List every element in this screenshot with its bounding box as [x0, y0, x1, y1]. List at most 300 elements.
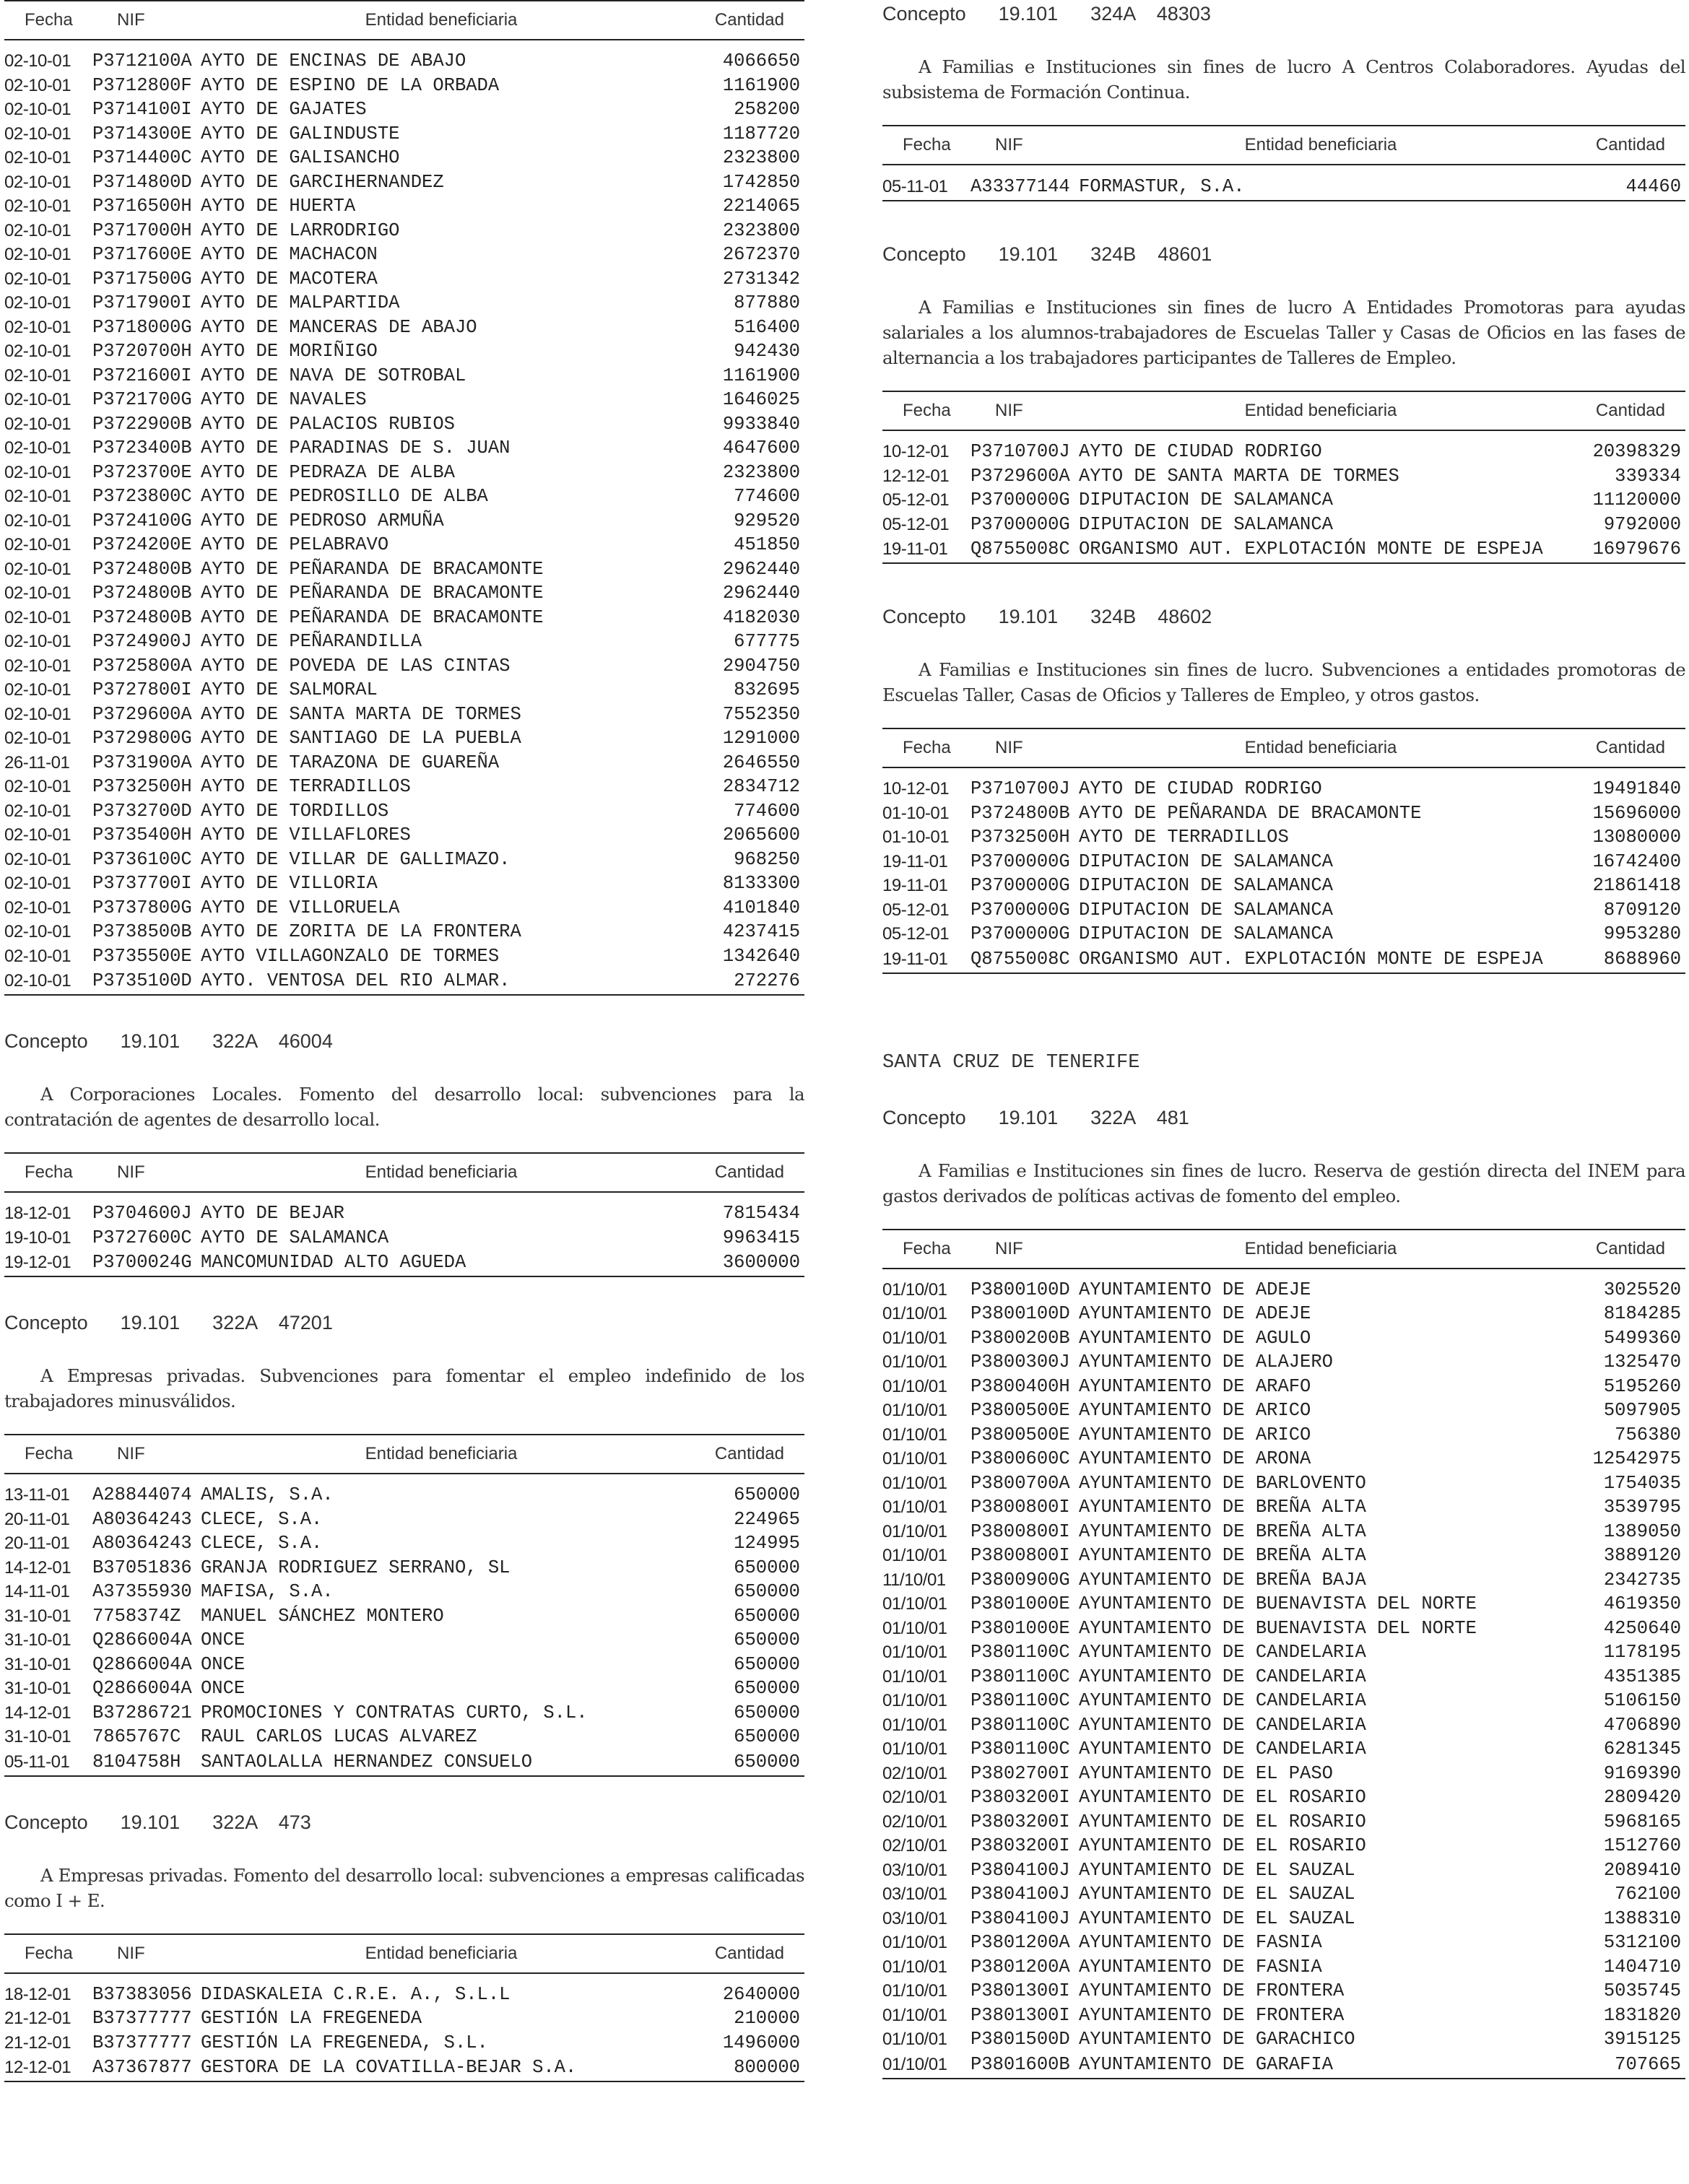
cell-nif: P3716500H [92, 196, 192, 217]
right-column [882, 0, 1685, 2079]
cell-entidad: AYUNTAMIENTO DE ARICO [1079, 1424, 1311, 1445]
cell-cantidad: 3600000 [682, 1250, 804, 1276]
table-row [882, 1302, 1685, 1326]
cell-entidad: MAFISA, S.A. [201, 1581, 334, 1602]
cell-entidad: ONCE [201, 1678, 246, 1699]
header-nif: NIF [995, 401, 1023, 420]
concept-description: A Familias e Instituciones sin fines de lucro. Subvenciones a entidades promotoras de Escuelas Taller, Casas de Oficios y Talleres de Empleo, y otros gastos. [882, 659, 1685, 705]
table-row [882, 2027, 1685, 2052]
cell-entidad: AYUNTAMIENTO DE EL ROSARIO [1079, 1835, 1366, 1856]
cell-fecha: 03/10/01 [882, 1908, 947, 1928]
cell-fecha: 10-12-01 [882, 442, 950, 461]
cell-entidad: AYTO DE PEÑARANDILLA [201, 631, 422, 652]
cell-nif: B37377777 [92, 2032, 192, 2053]
cell-nif: P3800900G [971, 1569, 1070, 1591]
cell-nif: P3801200A [971, 1932, 1070, 1953]
cell-entidad: AYTO DE ENCINAS DE ABAJO [201, 51, 466, 71]
cell-fecha: 02-10-01 [4, 365, 71, 386]
cell-entidad: AYUNTAMIENTO DE ARAFO [1079, 1375, 1311, 1397]
cell-cantidad: 5968165 [1603, 1811, 1681, 1832]
cell-entidad: AYTO DE PEÑARANDA DE BRACAMONTE [201, 606, 544, 628]
cell-entidad: AYTO DE TERRADILLOS [201, 776, 411, 797]
cell-cantidad: 650000 [734, 1653, 800, 1675]
cell-nif: P3735400H [92, 825, 192, 845]
cell-entidad: AYTO. VENTOSA DEL RIO ALMAR. [201, 968, 682, 995]
cell-entidad: AYTO DE SALAMANCA [201, 1227, 389, 1248]
cell-fecha: 01/10/01 [882, 2052, 971, 2079]
header-cantidad: Cantidad [714, 10, 784, 30]
cell-cantidad: 4647600 [722, 438, 800, 458]
cell-entidad: MANUEL SÁNCHEZ MONTERO [201, 1605, 444, 1627]
cell-nif: P3723800C [92, 486, 192, 507]
cell-fecha: 05-12-01 [882, 900, 950, 920]
table-row [4, 1725, 804, 1749]
header-cantidad: Cantidad [714, 1943, 784, 1963]
cell-fecha: 05-12-01 [882, 490, 950, 510]
cell-nif: P3724800B [92, 558, 192, 580]
cell-cantidad: 4619350 [1603, 1593, 1681, 1614]
table-row [882, 1269, 1685, 1302]
cell-cantidad: 13080000 [1592, 827, 1681, 848]
cell-fecha: 02-10-01 [4, 680, 71, 700]
cell-nif: P3737700I [92, 873, 192, 894]
cell-entidad: AMALIS, S.A. [201, 1484, 334, 1505]
table-row [4, 2031, 804, 2055]
cell-fecha: 02-10-01 [4, 341, 71, 361]
cell-fecha: 05-12-01 [882, 514, 950, 534]
cell-entidad: GESTIÓN LA FREGENEDA, S.L. [201, 2032, 488, 2053]
table-row [4, 726, 804, 751]
cell-fecha: 01/10/01 [882, 2005, 947, 2025]
cell-cantidad: 5035745 [1603, 1980, 1681, 2001]
table-row [4, 1580, 804, 1604]
cell-fecha: 20-11-01 [4, 1509, 70, 1529]
cell-nif: Q2866004A [92, 1653, 192, 1675]
cell-fecha: 01/10/01 [882, 1546, 947, 1565]
table-row [4, 557, 804, 582]
table-322a-473 [4, 1933, 804, 2083]
cell-nif: P3724800B [971, 802, 1070, 824]
cell-fecha: 26-11-01 [4, 752, 70, 773]
cell-nif: P3710700J [971, 778, 1070, 799]
cell-entidad: AYTO DE HUERTA [201, 196, 356, 217]
cell-fecha: 02-10-01 [4, 801, 71, 821]
cell-fecha: 31-10-01 [4, 1727, 71, 1746]
table-row [4, 1508, 804, 1532]
header-nif: NIF [117, 1444, 145, 1463]
concept-description: A Familias e Instituciones sin fines de lucro. Reserva de gestión directa del INEM para gastos derivados de políticas activas de fomento del empleo. [882, 1160, 1685, 1206]
table-row [4, 412, 804, 437]
cell-fecha: 01/10/01 [882, 1521, 947, 1541]
table-row [882, 1810, 1685, 1835]
cell-cantidad: 8184285 [1603, 1303, 1681, 1324]
cell-cantidad: 3889120 [1603, 1545, 1681, 1566]
cell-cantidad: 5312100 [1603, 1932, 1681, 1953]
table-row [882, 513, 1685, 537]
concept-heading: Concepto 19.101 324B 48601 [882, 243, 1212, 265]
table-row [4, 1676, 804, 1701]
cell-cantidad: 2214065 [722, 196, 800, 217]
cell-nif: Q2866004A [92, 1678, 192, 1699]
table-row [4, 678, 804, 702]
header-nif: NIF [117, 1943, 145, 1963]
cell-nif: P3801600B [971, 2052, 1079, 2079]
cell-nif: P3732500H [92, 776, 192, 797]
table-row [4, 146, 804, 170]
cell-nif: P3712800F [92, 74, 192, 96]
cell-entidad: AYTO VILLAGONZALO DE TORMES [201, 945, 500, 967]
header-fecha: Fecha [903, 1238, 951, 1258]
cell-nif: P3800100D [971, 1303, 1070, 1324]
cell-entidad: AYTO DE LARRODRIGO [201, 219, 400, 241]
cell-nif: P3737800G [92, 897, 192, 918]
cell-cantidad: 1325470 [1603, 1352, 1681, 1372]
cell-fecha: 14-11-01 [4, 1582, 70, 1601]
cell-cantidad: 20398329 [1592, 441, 1681, 462]
cell-cantidad: 19491840 [1592, 778, 1681, 799]
table-322a-46004 [4, 1152, 804, 1277]
cell-entidad: AYTO DE PALACIOS RUBIOS [201, 413, 455, 435]
header-fecha: Fecha [903, 738, 951, 757]
cell-cantidad: 210000 [734, 2008, 800, 2029]
cell-entidad: RAUL CARLOS LUCAS ALVAREZ [201, 1726, 477, 1747]
table-row [882, 488, 1685, 513]
cell-fecha: 02-10-01 [4, 196, 71, 216]
table-row [4, 702, 804, 727]
table-row [882, 801, 1685, 826]
cell-fecha: 02-10-01 [4, 269, 71, 289]
cell-fecha: 01/10/01 [882, 1981, 947, 2001]
cell-entidad: AYTO DE MANCERAS DE ABAJO [201, 316, 477, 338]
cell-fecha: 02-10-01 [4, 632, 71, 651]
table-row [882, 1375, 1685, 1399]
cell-entidad: AYUNTAMIENTO DE CANDELARIA [1079, 1714, 1366, 1736]
table-row [882, 825, 1685, 850]
cell-nif: P3803200I [971, 1835, 1070, 1856]
cell-cantidad: 1496000 [722, 2032, 800, 2053]
cell-nif: P3725800A [92, 655, 192, 676]
cell-nif: P3717000H [92, 219, 192, 241]
cell-nif: P3717500G [92, 268, 192, 290]
cell-entidad: AYTO DE SANTIAGO DE LA PUEBLA [201, 728, 521, 749]
section-324a-48303 [882, 3, 1685, 201]
cell-fecha: 02/10/01 [882, 1788, 947, 1807]
cell-entidad: CLECE, S.A. [201, 1533, 323, 1554]
cell-cantidad: 15696000 [1592, 802, 1681, 824]
table-row [4, 1474, 804, 1508]
cell-fecha: 19-11-01 [882, 536, 971, 563]
cell-entidad: DIDASKALEIA C.R.E. A., S.L.L [201, 1983, 511, 2005]
cell-cantidad: 762100 [1615, 1884, 1681, 1905]
cell-cantidad: 258200 [734, 99, 800, 120]
concept-heading: Concepto 19.101 322A 47201 [4, 1312, 333, 1334]
cell-fecha: 05-12-01 [882, 924, 950, 944]
cell-fecha: 12-12-01 [882, 466, 950, 486]
cell-cantidad: 9792000 [1603, 513, 1681, 535]
cell-fecha: 02-10-01 [4, 51, 71, 71]
cell-entidad: AYUNTAMIENTO DE FRONTERA [1079, 1980, 1345, 2001]
section-322a-47201 [4, 1312, 804, 1777]
cell-nif: P3801100C [971, 1690, 1070, 1711]
cell-fecha: 01/10/01 [882, 1304, 947, 1323]
table-row [4, 291, 804, 316]
cell-nif: P3717600E [92, 244, 192, 265]
header-nif: NIF [995, 135, 1023, 155]
table-row [4, 630, 804, 654]
table-header-row [882, 391, 1685, 430]
cell-fecha: 02-10-01 [4, 390, 71, 409]
table-row [4, 170, 804, 195]
cell-nif: P3700000G [971, 875, 1070, 896]
cell-nif: P3804100J [971, 1907, 1070, 1929]
cell-entidad: PROMOCIONES Y CONTRATAS CURTO, S.L. [201, 1702, 588, 1723]
cell-nif: P3710700J [971, 441, 1070, 462]
header-entidad: Entidad beneficiaria [365, 1162, 518, 1182]
header-cantidad: Cantidad [1595, 1238, 1665, 1258]
table-row [4, 968, 804, 995]
table-row [4, 533, 804, 557]
cell-fecha: 10-12-01 [882, 779, 950, 799]
cell-cantidad: 339334 [1615, 465, 1681, 487]
cell-entidad: ONCE [201, 1653, 246, 1675]
cell-nif: P3801500D [971, 2029, 1070, 2050]
cell-entidad: AYTO DE PEÑARANDA DE BRACAMONTE [1079, 802, 1422, 824]
cell-fecha: 02-10-01 [4, 510, 71, 531]
cell-cantidad: 3915125 [1603, 2029, 1681, 2050]
cell-fecha: 02-10-01 [4, 123, 71, 144]
cell-nif: A33377144 [971, 165, 1079, 201]
table-row [882, 1495, 1685, 1520]
table-row [882, 1568, 1685, 1593]
cell-cantidad: 9953280 [1603, 923, 1681, 944]
table-row [4, 848, 804, 872]
cell-entidad: AYTO DE VILLORIA [201, 873, 378, 894]
cell-entidad: FORMASTUR, S.A. [1079, 165, 1563, 201]
cell-entidad: AYUNTAMIENTO DE BUENAVISTA DEL NORTE [1079, 1617, 1477, 1639]
table-row [882, 898, 1685, 923]
cell-nif: 7758374Z [92, 1605, 181, 1627]
cell-entidad: AYUNTAMIENTO DE EL SAUZAL [1079, 1907, 1355, 1929]
table-row [4, 2055, 804, 2081]
table-row [882, 1665, 1685, 1689]
header-nif: NIF [117, 1162, 145, 1182]
table-row [882, 165, 1685, 201]
cell-cantidad: 9933840 [722, 413, 800, 435]
cell-fecha: 01/10/01 [882, 1739, 947, 1759]
cell-nif: P3736100C [92, 848, 192, 870]
cell-cantidad: 2323800 [722, 147, 800, 168]
table-row [4, 944, 804, 969]
table-row [4, 484, 804, 509]
table-row [882, 1471, 1685, 1496]
cell-entidad: GRANJA RODRIGUEZ SERRANO, SL [201, 1557, 511, 1578]
cell-fecha: 18-12-01 [4, 1984, 71, 2004]
cell-cantidad: 2323800 [722, 461, 800, 483]
cell-entidad: AYTO DE MALPARTIDA [201, 292, 400, 313]
table-row [4, 243, 804, 267]
concept-heading: Concepto 19.101 322A 473 [4, 1811, 311, 1833]
cell-nif: B37286721 [92, 1702, 192, 1723]
cell-cantidad: 7552350 [722, 703, 800, 725]
cell-fecha: 20-11-01 [4, 1533, 70, 1553]
cell-nif: P3700000G [971, 850, 1070, 872]
table-row [4, 751, 804, 775]
cell-cantidad: 1646025 [722, 389, 800, 410]
table-row [882, 1737, 1685, 1762]
cell-cantidad: 4706890 [1603, 1714, 1681, 1736]
table-header-row [882, 126, 1685, 165]
province-heading: SANTA CRUZ DE TENERIFE [882, 1051, 1140, 1074]
cell-entidad: ORGANISMO AUT. EXPLOTACIÓN MONTE DE ESPEJA [1079, 947, 1563, 973]
concept-heading: Concepto 19.101 324B 48602 [882, 606, 1212, 627]
table-row [4, 122, 804, 147]
cell-entidad: DIPUTACION DE SALAMANCA [1079, 490, 1333, 510]
cell-cantidad: 2731342 [722, 268, 800, 290]
cell-cantidad: 774600 [734, 800, 800, 822]
cell-nif: P3724200E [92, 534, 192, 555]
header-cantidad: Cantidad [1595, 738, 1665, 757]
table-row [4, 2006, 804, 2031]
cell-fecha: 19-11-01 [882, 851, 948, 871]
cell-cantidad: 1388310 [1603, 1907, 1681, 1929]
table-row [882, 1326, 1685, 1351]
cell-fecha: 21-12-01 [4, 2032, 71, 2053]
cell-fecha: 11/10/01 [882, 1570, 946, 1590]
cell-cantidad: 5195260 [1603, 1375, 1681, 1397]
table-header-row [4, 1, 804, 40]
table-row [4, 194, 804, 219]
cell-fecha: 01/10/01 [882, 1424, 947, 1445]
cell-cantidad: 2323800 [722, 219, 800, 241]
header-entidad: Entidad beneficiaria [1244, 135, 1397, 155]
concept-description: A Empresas privadas. Fomento del desarrollo local: subvenciones a empresas calificadas como I + E. [4, 1864, 804, 1911]
cell-fecha: 02-10-01 [4, 245, 71, 264]
table-322a-47201 [4, 1434, 804, 1777]
cell-fecha: 02-10-01 [4, 777, 71, 796]
section-322a-473 [4, 1811, 804, 2083]
cell-nif: P3717900I [92, 292, 192, 313]
cell-nif: P3800500E [971, 1400, 1070, 1421]
cell-cantidad: 4066650 [722, 51, 800, 71]
cell-fecha: 12-12-01 [4, 2055, 92, 2081]
cell-entidad: AYUNTAMIENTO DE FASNIA [1079, 1932, 1322, 1953]
cell-nif: P3801000E [971, 1593, 1070, 1614]
cell-fecha: 02-10-01 [4, 75, 71, 95]
table-row [4, 1531, 804, 1556]
cell-fecha: 01/10/01 [882, 1933, 947, 1952]
cell-entidad: CLECE, S.A. [201, 1508, 323, 1530]
cell-entidad: AYUNTAMIENTO DE GARAFIA [1079, 2052, 1563, 2079]
cell-fecha: 31-10-01 [4, 1679, 71, 1698]
cell-cantidad: 929520 [734, 510, 800, 531]
cell-cantidad: 650000 [734, 1678, 800, 1699]
cell-fecha: 02-10-01 [4, 922, 71, 941]
cell-nif: A37355930 [92, 1581, 192, 1602]
table-row [882, 1907, 1685, 1931]
cell-entidad: AYTO DE MORIÑIGO [201, 341, 378, 362]
cell-entidad: AYUNTAMIENTO DE CANDELARIA [1079, 1690, 1366, 1711]
cell-entidad: DIPUTACION DE SALAMANCA [1079, 875, 1333, 896]
cell-cantidad: 1404710 [1603, 1956, 1681, 1978]
cell-entidad: AYTO DE VILLAR DE GALLIMAZO. [201, 848, 511, 870]
cell-entidad: AYUNTAMIENTO DE CANDELARIA [1079, 1739, 1366, 1759]
cell-fecha: 02-10-01 [4, 100, 71, 119]
cell-fecha: 01-10-01 [882, 803, 950, 823]
cell-cantidad: 2834712 [722, 776, 800, 797]
cell-cantidad: 650000 [734, 1726, 800, 1747]
cell-nif: P3800200B [971, 1327, 1070, 1349]
section-322a-46004 [4, 1030, 804, 1277]
cell-cantidad: 8709120 [1603, 899, 1681, 921]
cell-nif: P3803200I [971, 1811, 1070, 1832]
cell-nif: P3801300I [971, 2004, 1070, 2026]
table-row [882, 1640, 1685, 1665]
cell-cantidad: 3025520 [1603, 1279, 1681, 1300]
cell-nif: P3714300E [92, 123, 192, 144]
cell-cantidad: 4250640 [1603, 1617, 1681, 1639]
cell-cantidad: 1512760 [1603, 1835, 1681, 1856]
table-header-row [4, 1934, 804, 1973]
cell-entidad: AYTO DE PEDROSILLO DE ALBA [201, 486, 488, 507]
table-row [882, 1398, 1685, 1423]
table-row [4, 1556, 804, 1580]
cell-entidad: AYTO DE SALMORAL [201, 679, 378, 700]
cell-fecha: 01/10/01 [882, 1666, 947, 1687]
header-fecha: Fecha [25, 1162, 73, 1182]
table-row [882, 947, 1685, 973]
table-row [4, 871, 804, 896]
cell-nif: B37383056 [92, 1983, 192, 2005]
cell-entidad: AYUNTAMIENTO DE ADEJE [1079, 1303, 1311, 1324]
cell-fecha: 01/10/01 [882, 1497, 947, 1517]
cell-fecha: 02-10-01 [4, 874, 71, 893]
cell-entidad: AYTO DE TARAZONA DE GUAREÑA [201, 752, 500, 773]
cell-fecha: 02/10/01 [882, 1811, 947, 1832]
cell-nif: A80364243 [92, 1508, 192, 1530]
cell-fecha: 01/10/01 [882, 1352, 947, 1372]
header-cantidad: Cantidad [1595, 401, 1665, 420]
cell-fecha: 13-11-01 [4, 1485, 70, 1505]
cell-cantidad: 8133300 [722, 873, 800, 894]
cell-nif: P3801200A [971, 1956, 1070, 1978]
cell-fecha: 02-10-01 [4, 559, 71, 579]
header-entidad: Entidad beneficiaria [1244, 401, 1397, 420]
cell-entidad: AYUNTAMIENTO DE ADEJE [1079, 1279, 1311, 1300]
table-row [882, 1882, 1685, 1907]
cell-entidad: DIPUTACION DE SALAMANCA [1079, 923, 1333, 944]
table-row [4, 1973, 804, 2007]
header-fecha: Fecha [25, 10, 73, 30]
table-row [4, 920, 804, 944]
cell-nif: P3801000E [971, 1617, 1070, 1639]
cell-fecha: 14-12-01 [4, 1702, 71, 1723]
cell-entidad: AYTO DE PARADINAS DE S. JUAN [201, 438, 511, 458]
table-header-row [882, 728, 1685, 767]
table-row [4, 1701, 804, 1726]
cell-entidad: AYUNTAMIENTO DE BUENAVISTA DEL NORTE [1079, 1593, 1477, 1614]
cell-cantidad: 4101840 [722, 897, 800, 918]
header-cantidad: Cantidad [1595, 135, 1665, 155]
cell-entidad: DIPUTACION DE SALAMANCA [1079, 513, 1333, 535]
header-fecha: Fecha [903, 135, 951, 155]
table-row [4, 1226, 804, 1250]
cell-nif: P3727600C [92, 1227, 192, 1248]
table-324a-48303 [882, 125, 1685, 201]
cell-entidad: AYTO DE PEÑARANDA DE BRACAMONTE [201, 583, 544, 604]
table-row [4, 40, 804, 74]
table-row [4, 1749, 804, 1776]
header-fecha: Fecha [25, 1444, 73, 1463]
